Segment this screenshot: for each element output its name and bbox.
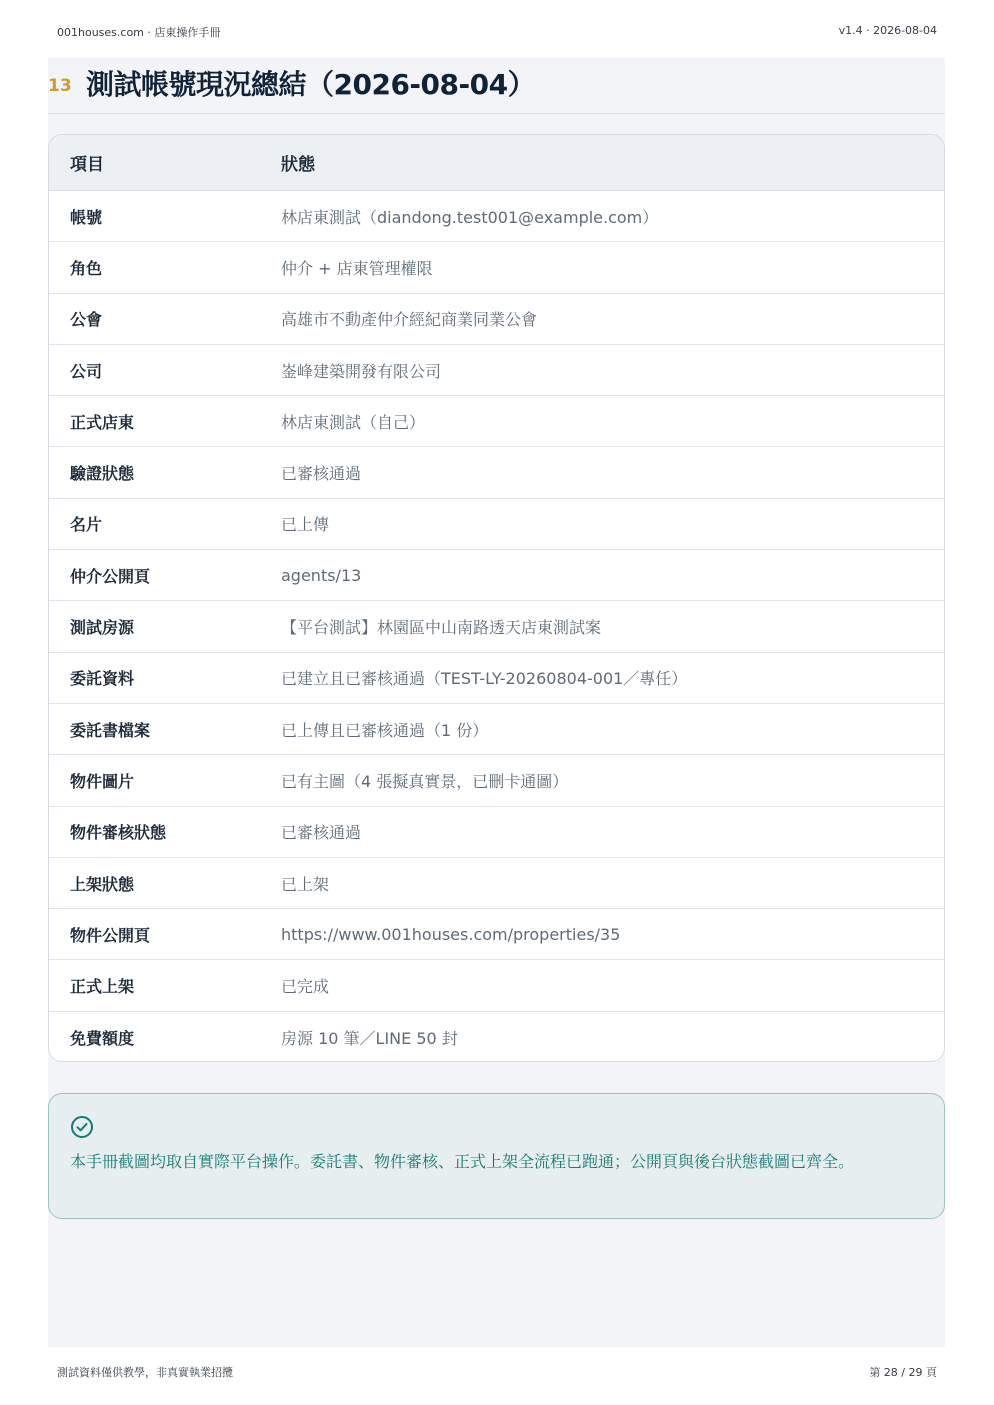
table-row	[49, 1012, 944, 1062]
table-row	[49, 191, 944, 242]
row-label: 驗證狀態	[70, 464, 135, 484]
page-footer	[57, 1364, 937, 1380]
page-header	[57, 24, 937, 40]
row-label: 帳號	[70, 207, 103, 227]
row-value: 已完成	[281, 977, 330, 997]
table-header-row	[49, 135, 944, 191]
row-label: 正式上架	[70, 977, 135, 997]
row-label: 委託書檔案	[70, 720, 151, 740]
page-number: 第 28 / 29 頁	[869, 1366, 937, 1379]
row-value: 已上傳且已審核通過（1 份）	[281, 720, 489, 740]
row-value: 已建立且已審核通過（TEST-LY-20260804-001／專任）	[281, 669, 688, 689]
table-row	[49, 653, 944, 704]
row-value: https://www.001houses.com/properties/35	[281, 924, 621, 944]
check-circle-icon	[70, 1115, 94, 1139]
row-value: 林店東測試（自己）	[281, 412, 426, 432]
header-site-label: 001houses.com · 店東操作手冊	[57, 26, 221, 39]
row-label: 物件審核狀態	[70, 823, 167, 843]
page-content	[48, 58, 945, 1347]
row-label: 免費額度	[70, 1028, 135, 1048]
table-row	[49, 601, 944, 652]
table-row	[49, 755, 944, 806]
row-value: 高雄市不動產仲介經紀商業同業公會	[281, 310, 538, 330]
status-table	[48, 134, 945, 1062]
column-header-item: 項目	[70, 155, 104, 175]
row-value: 已上傳	[281, 515, 330, 535]
row-label: 物件公開頁	[70, 925, 151, 945]
row-value: 已審核通過	[281, 464, 362, 484]
section-number: 13	[48, 76, 72, 96]
summary-note-text: 本手冊截圖均取自實際平台操作。委託書、物件審核、正式上架全流程已跑通；公開頁與後台狀態截圖已齊全。	[70, 1152, 855, 1171]
table-row	[49, 909, 944, 960]
row-label: 正式店東	[70, 412, 135, 432]
table-body	[49, 191, 944, 1062]
row-label: 委託資料	[70, 669, 135, 689]
table-row	[49, 242, 944, 293]
row-label: 物件圖片	[70, 771, 135, 791]
table-row	[49, 807, 944, 858]
section-title-bar	[48, 58, 945, 114]
row-value: 已上架	[281, 874, 330, 894]
row-value: agents/13	[281, 565, 362, 585]
header-version: v1.4 · 2026-08-04	[838, 24, 937, 37]
table-row	[49, 704, 944, 755]
summary-note	[48, 1093, 945, 1219]
table-row	[49, 550, 944, 601]
row-label: 公司	[70, 361, 103, 381]
column-header-status: 狀態	[281, 155, 315, 175]
row-label: 仲介公開頁	[70, 566, 151, 586]
section-title: 測試帳號現況總結（2026-08-04）	[86, 68, 536, 101]
table-row	[49, 447, 944, 498]
row-value: 仲介 + 店東管理權限	[281, 258, 433, 278]
row-value: 已審核通過	[281, 823, 362, 843]
table-row	[49, 345, 944, 396]
table-row	[49, 499, 944, 550]
row-label: 名片	[70, 515, 103, 535]
row-value: 崟峰建築開發有限公司	[281, 361, 442, 381]
row-label: 角色	[70, 258, 103, 278]
table-row	[49, 294, 944, 345]
row-label: 公會	[70, 310, 103, 330]
row-value: 【平台測試】林園區中山南路透天店東測試案	[281, 618, 602, 638]
table-row	[49, 396, 944, 447]
row-value: 林店東測試（diandong.test001@example.com）	[281, 207, 659, 227]
row-label: 測試房源	[70, 618, 135, 638]
row-value: 已有主圖（4 張擬真實景，已刪卡通圖）	[281, 771, 569, 791]
footer-disclaimer: 測試資料僅供教學，非真實執業招攬	[57, 1366, 233, 1379]
row-label: 上架狀態	[70, 874, 135, 894]
row-value: 房源 10 筆／LINE 50 封	[281, 1028, 458, 1048]
table-row	[49, 858, 944, 909]
table-row	[49, 960, 944, 1011]
